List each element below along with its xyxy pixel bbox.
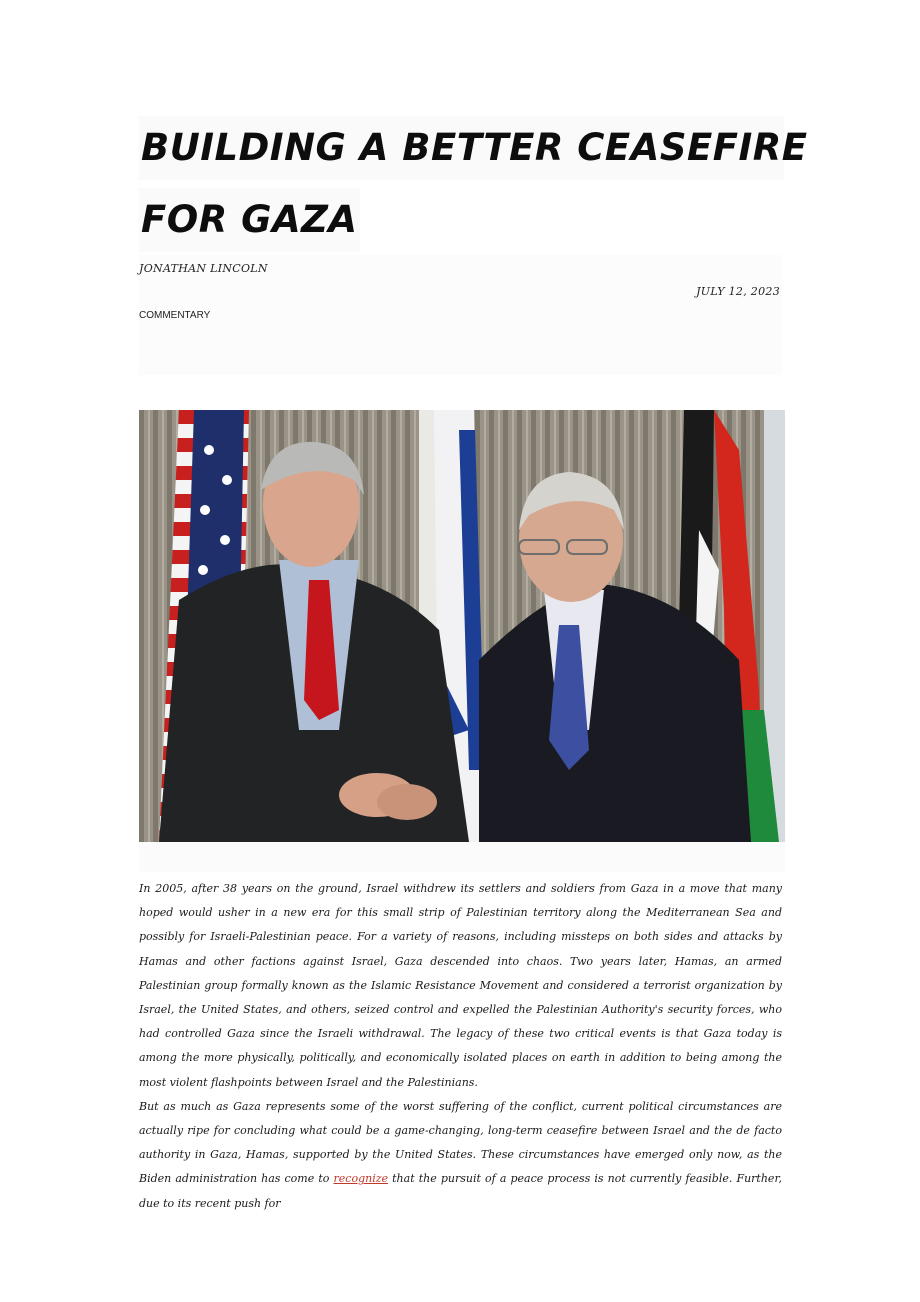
paragraph-2	[139, 1095, 782, 1216]
paragraph-2-text-c: that the pursuit of a peace process is not currently feasible. Further, due to its recent push for	[139, 1172, 782, 1210]
de-facto-emphasis: de facto	[736, 1124, 782, 1138]
category-label[interactable]: COMMENTARY	[139, 310, 211, 321]
paragraph-2-text-b: authority in Gaza, Hamas, supported by the United States. These circumstances have emerged only now, as the Biden administration has come to	[139, 1148, 782, 1186]
paragraph-1: In 2005, after 38 years on the ground, Israel withdrew its settlers and soldiers from Gaza in a move that many hoped would usher in a new era for this small strip of Palestinian territory along the Mediterranean Sea and possibly for Israeli-Palestinian peace. For a variety of reasons, including missteps on both sides and attacks by Hamas and other factions against Israel, Gaza descended into chaos. Two years later, Hamas, an armed Palestinian group formally known as the Islamic Resistance Movement and considered a terrorist organization by Israel, the United States, and others, seized control and expelled the Palestinian Authority's security forces, who had controlled Gaza since the Israeli withdrawal. The legacy of these two critical events is that Gaza today is among the more physically, politically, and economically isolated places on earth in addition to being among the most violent flashpoints between Israel and the Palestinians.	[139, 882, 782, 1089]
paragraph-2-text-a: But as much as Gaza represents some of the worst suffering of the conflict, current political circumstances are actually ripe for concluding what could be a game-changing, long-term ceasefire between Israel and the	[139, 1099, 782, 1138]
article-body	[139, 877, 782, 1216]
article-title-line-1: BUILDING A BETTER CEASEFIRE	[139, 116, 784, 180]
article-title-line-2: FOR GAZA	[139, 188, 360, 252]
recognize-link[interactable]: recognize	[333, 1172, 389, 1186]
publish-date: JULY 12, 2023	[696, 285, 780, 298]
author-name[interactable]: JONATHAN LINCOLN	[139, 262, 268, 275]
leaders-handshake-photo	[139, 410, 785, 842]
photo-caption-band	[139, 842, 785, 872]
